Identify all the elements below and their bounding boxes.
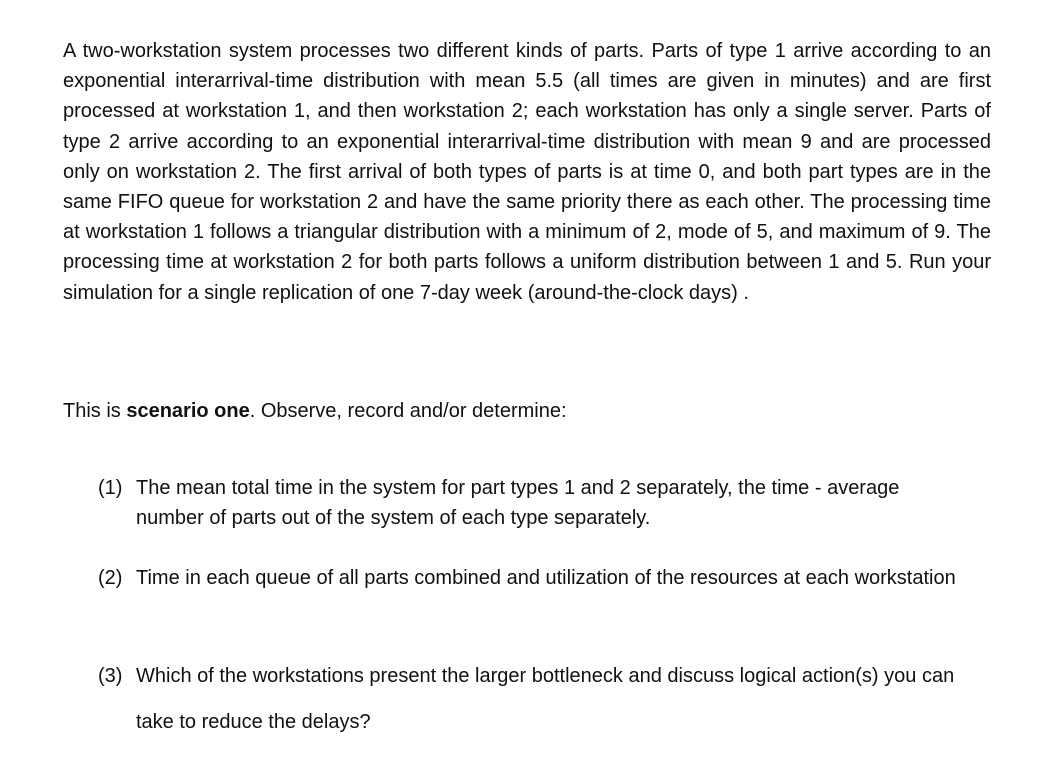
document-body [63,36,991,733]
question-text: Which of the workstations present the larger bottleneck and discuss logical action(s) you can take to reduce the delays? [136,665,955,733]
question-number: (2) [98,567,123,589]
question-number: (1) [98,477,123,499]
scenario-intro [63,396,567,426]
question-item [98,563,958,593]
problem-paragraph: A two-workstation system processes two different kinds of parts. Parts of type 1 arrive according to an exponential interarrival-time distribution with mean 5.5 (all times are given in minutes) and are first processed at workstation 1, and then workstation 2; each workstation has only a single server. Parts of type 2 arrive according to an exponential interarrival-time distribution with mean 9 and are processed only on workstation 2. The first arrival of both types of parts is at time 0, and both part types are in the same FIFO queue for workstation 2 and have the same priority there as each other. The processing time at workstation 1 follows a triangular distribution with a minimum of 2, mode of 5, and maximum of 9. The processing time at workstation 2 for both parts follows a uniform distribution between 1 and 5. Run your simulation for a single replication of one 7-day week (around-the-clock days) . [63,40,991,304]
question-text: The mean total time in the system for part types 1 and 2 separately, the time - average number of parts out of the system of each type separately. [136,477,900,529]
question-text: Time in each queue of all parts combined and utilization of the resources at each workstation [136,567,956,589]
scenario-prefix: This is [63,400,127,422]
question-number: (3) [98,665,123,687]
scenario-name: scenario one [126,400,250,422]
scenario-suffix: . Observe, record and/or determine: [249,400,567,422]
question-item [98,473,958,533]
question-item [98,653,958,745]
